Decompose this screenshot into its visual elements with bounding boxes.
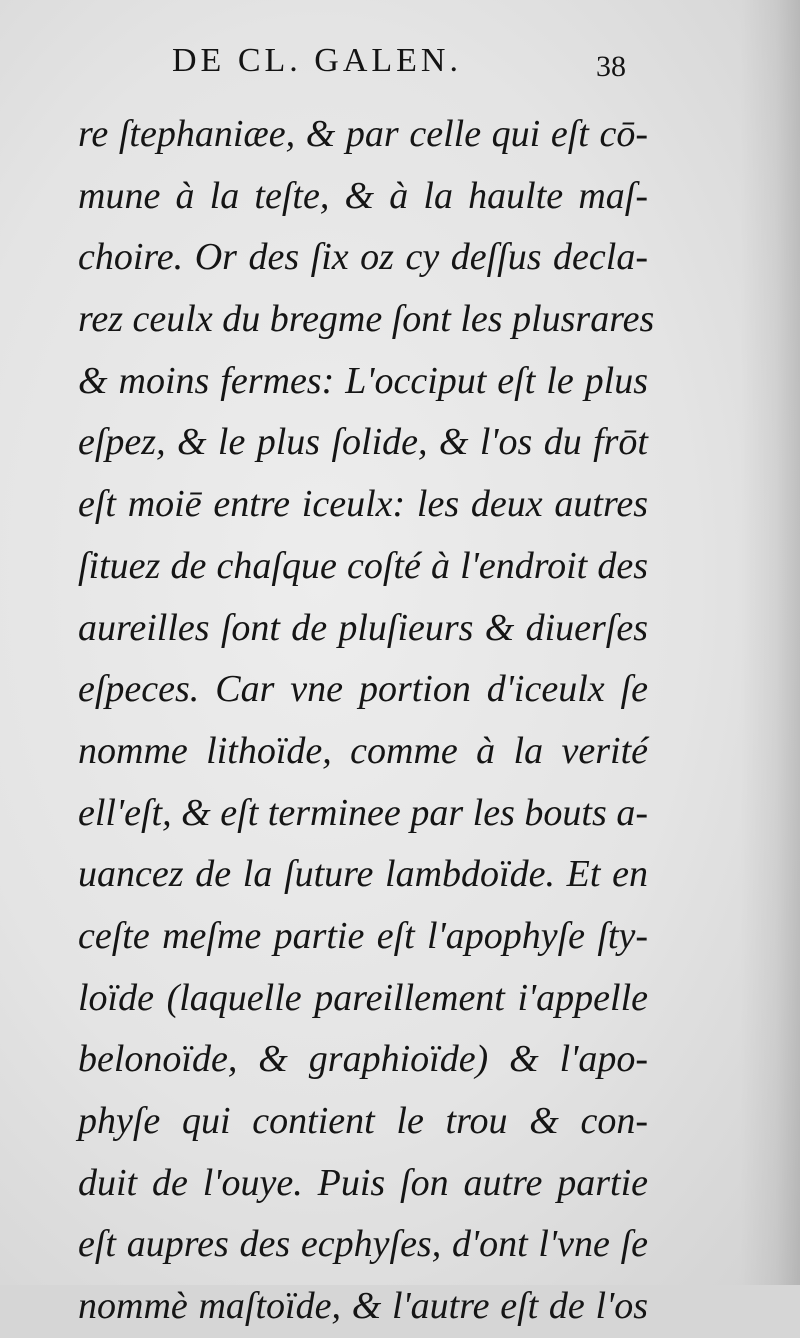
text-line: re ſtephaniæe, & par celle qui eſt cō- [78, 113, 648, 155]
body-text [78, 104, 655, 1338]
text-line: nommè maſtoïde, & l'autre eſt de l'os [78, 1285, 648, 1328]
text-line: ceſte meſme partie eſt l'apophyſe ſty- [78, 914, 648, 957]
text-line: & moins fermes: L'occiput eſt le plus [78, 359, 648, 402]
text-line: eſt aupres des ecphyſes, d'ont l'vne ſe [78, 1223, 648, 1266]
text-line: nomme lithoïde, comme à la verité [78, 729, 648, 772]
text-line: eſpez, & le plus ſolide, & l'os du frōt [78, 421, 648, 464]
text-line: loïde (laquelle pareillement i'appelle [78, 976, 648, 1019]
text-line: uancez de la ſuture lambdoïde. Et en [78, 853, 648, 896]
text-line: eſpeces. Car vne portion d'iceulx ſe [78, 668, 648, 711]
page-number: 38 [596, 50, 626, 83]
running-title: DE CL. GALEN. [172, 42, 462, 79]
page-edge-shadow [740, 0, 800, 1285]
text-line: eſt moiē entre iceulx: les deux autres [78, 483, 648, 526]
text-line: duit de l'ouye. Puis ſon autre partie [78, 1161, 648, 1204]
text-line: ell'eſt, & eſt terminee par les bouts a- [78, 791, 648, 834]
text-line: choire. Or des ſix oz cy deſſus decla- [78, 236, 648, 279]
text-line: belonoïde, & graphioïde) & l'apo- [78, 1038, 648, 1081]
text-line: ſituez de chaſque coſté à l'endroit des [78, 544, 648, 587]
text-line: rez ceulx du bregme ſont les plusrares [78, 298, 655, 341]
text-line: phyſe qui contient le trou & con- [78, 1100, 648, 1142]
text-line: aureilles ſont de pluſieurs & diuerſes [78, 606, 648, 649]
text-line: mune à la teſte, & à la haulte maſ- [78, 174, 648, 217]
